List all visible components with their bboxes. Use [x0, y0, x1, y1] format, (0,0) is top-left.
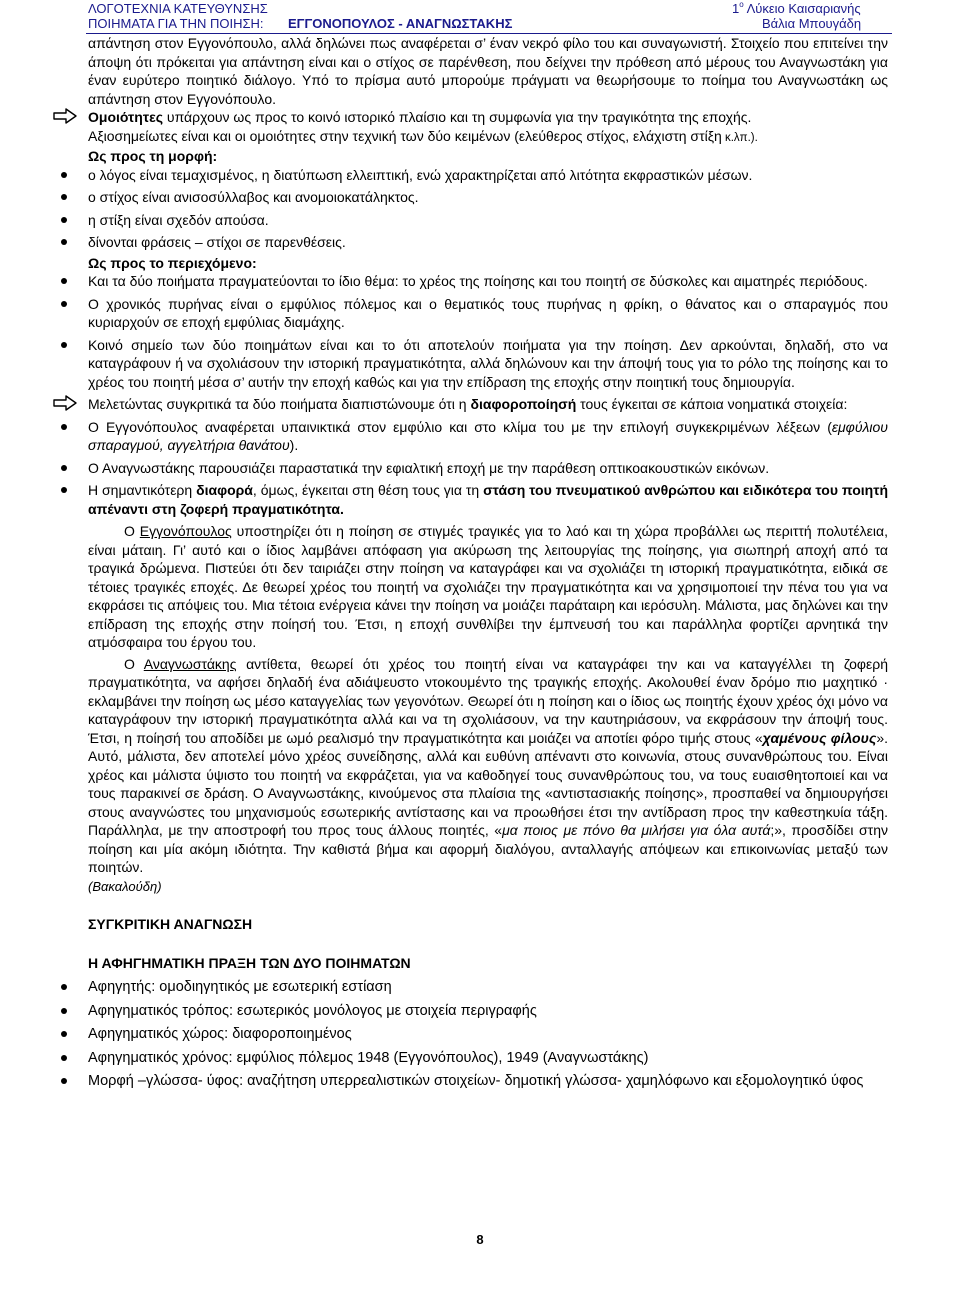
page-header — [0, 0, 960, 34]
list-item: Ο Εγγονόπουλος αναφέρεται υπαινικτικά στον εμφύλιο και στο κλίμα του με την επιλογή συγκεκριμένων λέξεων (εμφύλιου σπαραγμού, αγγελτήρια θανάτου). — [88, 418, 888, 455]
form-heading: Ως προς τη μορφή: — [88, 148, 218, 164]
bullet-dot-icon — [61, 278, 67, 284]
list-item: Ο Αναγνωστάκης παρουσιάζει παραστατικά την εφιαλτική εποχή με την παράθεση οπτικοακουστικών εικόνων. — [88, 459, 888, 478]
section-heading: ΣΥΓΚΡΙΤΙΚΗ ΑΝΑΓΝΩΣΗ — [88, 916, 253, 932]
list-item: ο λόγος είναι τεμαχισμένος, η διατύπωση ελλειπτική, ενώ χαρακτηρίζεται από λιτότητα εκφραστικών μέσων. — [88, 166, 888, 185]
bullet-dot-icon — [61, 194, 67, 200]
list-item: δίνονται φράσεις – στίχοι σε παρενθέσεις. — [88, 233, 888, 252]
bullet-dot-icon — [61, 172, 67, 178]
anagnostakis-paragraph: Ο Αναγνωστάκης αντίθετα, θεωρεί ότι χρέος του ποιητή είναι να καταγράφει την και να καταγγέλλει τη ζοφερή πραγματικότητα, να αφήσει δηλαδή ένα αδιάψευστο ντοκουμέντο της τραγικής εποχής. Ακολουθεί έναν δρόμο πιο μαχητικό · εκλαμβάνει την ποίηση ως μέσο καταγγελίας των γεγονότων. Θεωρεί ότι η ποίηση και ο ίδιος ως ποιητής έχουν χρέος όχι μόνο να καταγράφουν την ιστορική πραγματικότητα αλλά και να τη σχολιάσουν, να την καυτηριάσουν, να εκφράσουν την άποψή τους. Έτσι, η ποίησή του αποδίδει με ωμό ρεαλισμό την πραγματικότητα και μοιάζει να αποτίει φόρο τιμής στους «χαμένους φίλους». Αυτό, μάλιστα, δεν αποτελεί μόνο χρέος συνείδησης, αλλά και ευθύνη απέναντι στο κοινωνία, στους συνανθρώπους του. Είναι χρέος και μάλιστα ύψιστο του ποιητή να εκφράζεται, για να καθοδηγεί τους συνανθρώπους του, να τους ευαισθητοποιεί και να τους παρακινεί σε δράση. Ο Αναγνωστάκης, κινούμενος στα πλαίσια της «αντιστασιακής ποίησης», προσπαθεί να δημιουργήσει στους αναγνώστες του μηχανισμούς εσωτερικής αντίστασης και να προωθήσει έτσι την αντίδραση προς την καθεστηκυία τάξη. Παράλληλα, με την αποστροφή του προς τους άλλους ποιητές, «μα ποιος με πόνο θα μιλήσει για όλα αυτά;», προσδίδει στην ποίηση και μία ακόμη ιδιότητα. Την καθιστά βήμα και αφορμή διαλόγου, ανταλλαγής απόψεων και επικοινωνίας μεταξύ των ποιητών. — [88, 655, 888, 875]
page-number: 8 — [476, 1232, 484, 1247]
bullet-dot-icon — [61, 1078, 67, 1084]
bullet-dot-icon — [61, 301, 67, 307]
list-item: Η σημαντικότερη διαφορά, όμως, έγκειται στη θέση τους για τη στάση του πνευματικού ανθρώπου και ειδικότερα του ποιητή απέναντι στη ζοφερή πραγματικότητα. — [88, 481, 888, 518]
bullet-dot-icon — [61, 424, 67, 430]
header-subject: ΛΟΓΟΤΕΧΝΙΑ ΚΑΤΕΥΘΥΝΣΗΣ — [88, 1, 268, 16]
bullet-dot-icon — [61, 984, 67, 990]
list-item: Αφηγηματικός χρόνος: εμφύλιος πόλεμος 1948 (Εγγονόπουλος), 1949 (Αναγνωστάκης) — [88, 1049, 888, 1068]
list-item: Κοινό σημείο των δύο ποιημάτων είναι και το ότι αποτελούν ποιήματα για την ποίηση. Δεν αρκούνται, δηλαδή, στο να καταγράφουν ή να σχολιάσουν την ιστορική πραγματικότητα, αλλά δηλώνουν και την άποψή τους για το ρόλο της ποίησης και το χρέος του ποιητή μέσα σ’ αυτήν την εποχή καθώς και για την επίδραση της εποχής στην ποιητική τους δημιουργία. — [88, 336, 888, 392]
similarities-label: Ομοιότητες — [88, 109, 164, 125]
bullet-dot-icon — [61, 239, 67, 245]
bullet-dot-icon — [61, 1008, 67, 1014]
hollow-arrow-right-icon — [52, 394, 80, 412]
hollow-arrow-right-icon — [52, 107, 80, 125]
similarities-paragraph: Ομοιότητες υπάρχουν ως προς το κοινό ιστορικό πλαίσιο και τη συμφωνία για την τραγικότητα της εποχής. — [88, 108, 888, 127]
content-list — [88, 272, 888, 391]
header-topic: ΠΟΙΗΜΑΤΑ ΓΙΑ ΤΗΝ ΠΟΙΗΣΗ: — [88, 16, 264, 31]
list-item: Αφηγηματικός χώρος: διαφοροποιημένος — [88, 1025, 888, 1044]
list-item: Ο χρονικός πυρήνας είναι ο εμφύλιος πόλεμος και ο θεματικός τους πυρήνας η φρίκη, ο θάνατος και ο σπαραγμός που κυριαρχούν σε εποχή εμφύλιας διαμάχης. — [88, 295, 888, 332]
differences-paragraph: Μελετώντας συγκριτικά τα δύο ποιήματα διαπιστώνουμε ότι η διαφοροποίησή τους έγκειται σε κάποια νοηματικά στοιχεία: — [88, 395, 888, 414]
section-subheading: Η ΑΦΗΓΗΜΑΤΙΚΗ ΠΡΑΞΗ ΤΩΝ ΔΥΟ ΠΟΙΗΜΑΤΩΝ — [88, 954, 411, 971]
list-item: Αφηγητής: ομοδιηγητικός με εσωτερική εστίαση — [88, 978, 888, 997]
intro-paragraph: απάντηση στον Εγγονόπουλο, αλλά δηλώνει πως αναφέρεται σ’ έναν νεκρό φίλο του και συναγωνιστή. Στοιχείο που επιτείνει την άποψη ότι πρόκειται για απάντηση είναι και ο στίχος σε παρένθεση, που δείχνει την πρόθεση από μέρους του Αναγνωστάκη για έναν ευρύτερο ποιητικό διάλογο. Υπό το πρίσμα αυτό μπορούμε πράγματι να θεωρήσουμε το ποίημα του Αναγνωστάκη ως απάντηση στον Εγγονόπουλο. — [88, 35, 888, 107]
differences-list — [88, 418, 888, 519]
list-item: η στίξη είναι σχεδόν απούσα. — [88, 211, 888, 230]
bullet-dot-icon — [61, 465, 67, 471]
document-body — [88, 34, 888, 1096]
source-citation: (Βακαλούδη) — [88, 878, 162, 894]
list-item: Μορφή –γλώσσα- ύφος: αναζήτηση υπερρεαλιστικών στοιχείων- δημοτική γλώσσα- χαμηλόφωνο και εξομολογητικό ύφος — [88, 1072, 888, 1091]
eggonopoulos-paragraph: Ο Εγγονόπουλος υποστηρίζει ότι η ποίηση σε στιγμές τραγικές για το λαό και τη χώρα προβάλλει ως περιττή πολυτέλεια, είναι μάταιη. Γι’ αυτό και ο ίδιος λαμβάνει απόφαση για ακύρωση της λειτουργίας της ποίησης, για σιωπηρή αποχή από τα τραγικά δρώμενα. Πιστεύει ότι δεν ταιριάζει στην ποίηση να καταγράφει και να σχολιάζει τη ιστορική πραγματικότητα, ειδικά σε τέτοιες τραγικές εποχές. Δε θεωρεί χρέος του ποιητή να σχολιάζει την πραγματικότητα και να χρησιμοποιεί την πένα του για να εκφράσει τις απόψεις του. Μια τέτοια ενέργεια κάνει την ποίηση να μοιάζει παράταιρη και ιερόσυλη. Μάλιστα, μας δηλώνει και την επίδραση της εποχής στην ποίησή του. Έτσι, η εποχή συνθλίβει την έμπνευσή του και παράλληλα φορτίζει αρνητικά την ατμόσφαιρα του έργου του. — [88, 523, 889, 650]
list-item: Αφηγηματικός τρόπος: εσωτερικός μονόλογος με στοιχεία περιγραφής — [88, 1002, 888, 1021]
content-heading: Ως προς το περιεχόμενο: — [88, 254, 257, 271]
list-item: Και τα δύο ποιήματα πραγματεύονται το ίδιο θέμα: το χρέος της ποίησης και του ποιητή σε δύσκολες και αιματηρές περιόδους. — [88, 272, 888, 291]
narrative-list — [88, 978, 888, 1091]
bullet-dot-icon — [61, 1031, 67, 1037]
similarities-technique: Αξιοσημείωτες είναι και οι ομοιότητες στην τεχνική των δύο κειμένων (ελεύθερος στίχος, ελάχιστη στίξη κ.λπ.). — [88, 127, 758, 144]
form-list — [88, 166, 888, 252]
header-author: Βάλια Μπουγάδη — [762, 16, 862, 31]
bullet-dot-icon — [61, 217, 67, 223]
bullet-dot-icon — [61, 342, 67, 348]
header-poets: ΕΓΓΟΝΟΠΟΥΛΟΣ - ΑΝΑΓΝΩΣΤΑΚΗΣ — [288, 16, 513, 31]
bullet-dot-icon — [61, 487, 67, 493]
list-item: ο στίχος είναι ανισοσύλλαβος και ανομοιοκατάληκτος. — [88, 188, 888, 207]
header-school: $1^o$ Λύκειο Καισαριανής — [732, 0, 861, 16]
bullet-dot-icon — [61, 1055, 67, 1061]
